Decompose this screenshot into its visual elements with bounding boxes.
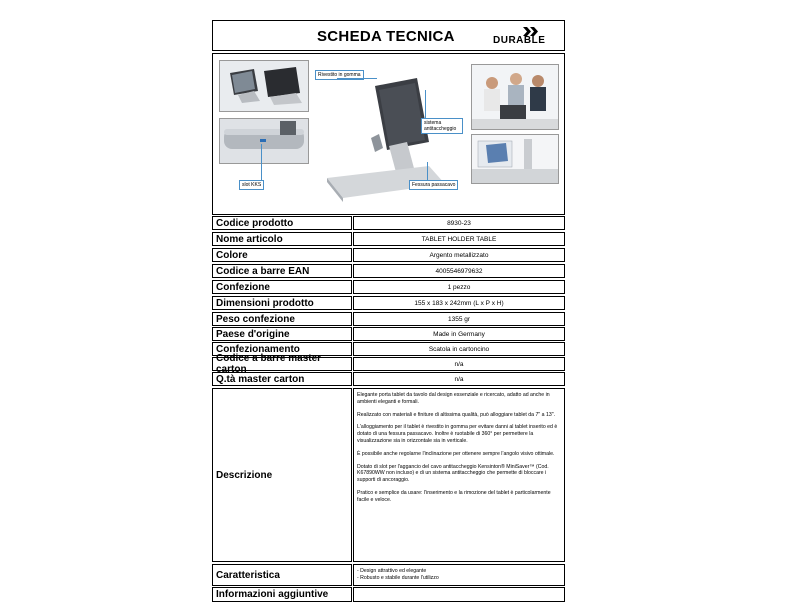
spec-value: TABLET HOLDER TABLE (353, 232, 565, 246)
features-label: Caratteristica (212, 564, 352, 586)
spec-row-peso (212, 312, 565, 326)
spec-label: Peso confezione (212, 312, 352, 326)
features-list (353, 564, 565, 586)
callout-line-antitheft (425, 90, 426, 118)
description-paragraph: Pratico e semplice da usare: l'inserimento e la rimozione del tablet è particolarmente facile e veloce. (357, 489, 551, 503)
tablet-stand-icon (220, 61, 308, 111)
callout-kks: slot KKS (239, 180, 264, 190)
spec-row-confezione (212, 280, 565, 294)
spec-label: Dimensioni prodotto (212, 296, 352, 310)
spec-row-ean (212, 264, 565, 278)
description-text (353, 388, 565, 562)
description-paragraph: Elegante porta tablet da tavolo dal design essenziale e ricercato, adatto ad anche in ambienti eleganti e formali. (357, 392, 550, 405)
product-images (212, 53, 565, 215)
spec-value: n/a (353, 357, 565, 371)
spec-row-dimensioni (212, 296, 565, 310)
people-icon (472, 65, 558, 129)
spec-value: 1 pezzo (353, 280, 565, 294)
features-row (212, 564, 565, 586)
sheet-title: SCHEDA TECNICA (317, 28, 455, 45)
description-paragraph: L'alloggiamento per il tablet è rivestito in gomma per evitare danni al tablet inserito ed è dotato di una fessura passacavo. Inoltre è ruotabile di 360° per permettere la visualizzazione sia in orizzontale sia in verticale. (357, 424, 558, 444)
spec-value: n/a (353, 372, 565, 386)
spec-label: Confezione (212, 280, 352, 294)
callout-antitheft: sistema antitaccheggio (421, 118, 463, 134)
photo-kks-slot (219, 118, 309, 164)
spec-value: 155 x 183 x 242mm (L x P x H) (353, 296, 565, 310)
feature-item: - Robusto e stabile durante l'utilizzo (357, 575, 439, 581)
desk-tablet-icon (472, 135, 558, 183)
spec-label: Codice a barre EAN (212, 264, 352, 278)
description-paragraph: Dotato di slot per l'aggancio del cavo antitaccheggio Kensinton® MiniSaver™ (Cod. K67890WW non incluso) e di un sistema antitaccheggio che permette di bloccare i supporti di ancoraggio. (357, 463, 549, 484)
callout-line-rubber (337, 78, 377, 79)
technical-sheet (212, 20, 565, 600)
spec-label: Paese d'origine (212, 327, 352, 341)
callout-rubber: Rivestito in gomma (315, 70, 364, 80)
photo-office-people (471, 64, 559, 130)
description-paragraph: È possibile anche regolarne l'inclinazione per ottenere sempre l'angolo visivo ottimale. (357, 450, 555, 457)
callout-line-kks (261, 144, 262, 180)
spec-value: Scatola in cartoncino (353, 342, 565, 356)
kks-slot-icon (220, 119, 308, 163)
photo-tablets-pair (219, 60, 309, 112)
spec-row-nome-articolo (212, 232, 565, 246)
callout-cable: Fessura passacavo (409, 180, 458, 190)
spec-row-codice-prodotto (212, 216, 565, 230)
spec-label: Nome articolo (212, 232, 352, 246)
description-label: Descrizione (212, 388, 352, 562)
spec-label: Confezionamento (212, 342, 352, 356)
spec-label: Codice prodotto (212, 216, 352, 230)
spec-value: Made in Germany (353, 327, 565, 341)
description-paragraph: Realizzato con materiali e finiture di altissima qualità, può alloggiare tablet da 7" a 13". (357, 411, 556, 418)
brand-name: DURABLE (493, 35, 546, 46)
spec-row-paese (212, 327, 565, 341)
spec-row-master-barcode (212, 353, 565, 375)
spec-row-colore (212, 248, 565, 262)
durable-logo (493, 28, 563, 46)
callout-line-cable (427, 162, 428, 180)
description-row (212, 388, 565, 562)
spec-value: 4005546979632 (353, 264, 565, 278)
spec-value: 1355 gr (353, 312, 565, 326)
additional-info-label: Informazioni aggiuntive (212, 587, 352, 602)
spec-value: 8930-23 (353, 216, 565, 230)
spec-label: Colore (212, 248, 352, 262)
spec-label: Codice a barre master carton (212, 357, 352, 371)
sheet-header (212, 20, 565, 51)
feature-item: - Design attrattivo ed elegante (357, 568, 427, 574)
spec-row-master-qty (212, 372, 565, 386)
spec-value: Argento metallizzato (353, 248, 565, 262)
photo-desk-tablet (471, 134, 559, 184)
spec-label: Q.tà master carton (212, 372, 352, 386)
